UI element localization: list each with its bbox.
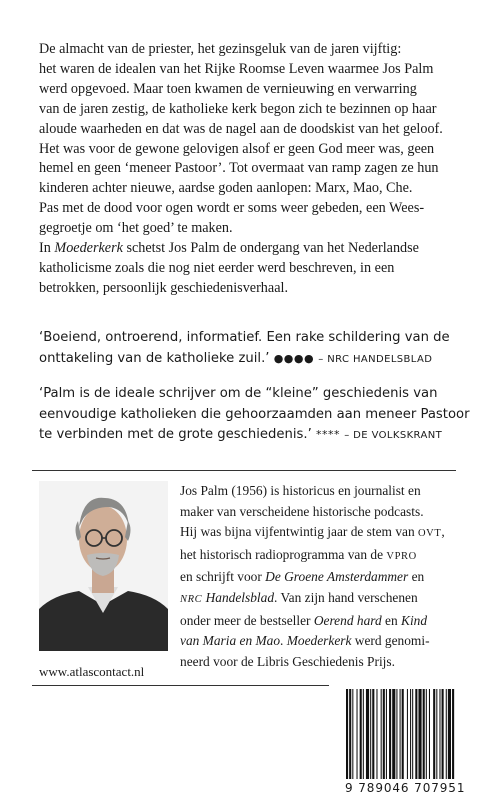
bio-text: en xyxy=(381,612,402,628)
book-title: van Maria en Mao xyxy=(180,633,281,649)
bio-line xyxy=(180,545,470,568)
bio-line: neerd voor de Libris Geschiedenis Prijs. xyxy=(180,653,395,669)
bio-line xyxy=(180,588,470,611)
blurb-text: schetst Jos Palm de ondergang van het Nederlandse xyxy=(122,240,419,257)
quote-text: onttakeling van de katholieke zuil.’ xyxy=(39,350,270,366)
quote-source: – DE VOLKSKRANT xyxy=(344,430,443,441)
publisher-website[interactable]: www.atlascontact.nl xyxy=(39,664,145,679)
author-photo xyxy=(39,481,168,651)
bio-text: het historisch radioprogramma van de xyxy=(180,546,387,562)
bio-text: werd genomi- xyxy=(351,633,430,649)
quote-line: ‘Palm is de ideale schrijver om de “kleine” geschiedenis van xyxy=(39,386,438,401)
book-title: Kind xyxy=(401,612,428,628)
bio-smallcaps: NRC xyxy=(180,593,203,605)
quote-text: te verbinden met de grote geschiedenis.’ xyxy=(39,427,312,442)
quote-line: ‘Boeiend, ontroerend, informatief. Een rake schildering van de xyxy=(39,330,450,345)
bio-text: en xyxy=(408,569,425,585)
quote-line: eenvoudige katholieken die gehoorzaamden aan meneer Pastoor xyxy=(39,406,470,422)
quote-source: – NRC HANDELSBLAD xyxy=(318,353,433,365)
bio-line: maker van verscheidene historische podcasts. xyxy=(180,503,424,519)
bio-text: . xyxy=(280,633,287,649)
blurb-line: werd opgevoed. Maar toen kwamen de vernieuwing en verwarring xyxy=(39,80,417,97)
divider xyxy=(32,685,329,686)
blurb-line: van de jaren zestig, de katholieke kerk begon zich te bezinnen op haar xyxy=(39,100,437,117)
back-cover-blurb xyxy=(39,40,459,299)
rating-stars: **** xyxy=(316,428,340,441)
publication-title: Handelsblad xyxy=(202,589,275,605)
blurb-line: katholicisme zoals die nog niet eerder werd beschreven, in een xyxy=(39,259,395,276)
blurb-line: De almacht van de priester, het gezinsgeluk van de jaren vijftig: xyxy=(39,41,402,57)
bio-line xyxy=(180,522,470,545)
blurb-line: aloude waarheden en dat was de nagel aan de doodskist van het geloof. xyxy=(39,120,443,137)
divider xyxy=(32,470,456,471)
review-quote-volkskrant xyxy=(39,384,469,447)
quote-line xyxy=(39,425,469,447)
isbn-number: 9 789046 707951 xyxy=(345,781,466,795)
bio-text: , xyxy=(441,524,445,540)
review-quote-nrc xyxy=(39,328,469,370)
bio-text: Hij was bijna vijfentwintig jaar de stem van xyxy=(180,524,418,540)
rating-stars: ●●●● xyxy=(273,351,315,365)
bio-text: . Van zijn hand verschenen xyxy=(274,589,418,605)
blurb-line: gegroetje om ‘het goed’ te maken. xyxy=(39,220,233,237)
author-portrait-image xyxy=(39,481,168,651)
blurb-line: Pas met de dood voor ogen wordt er soms weer gebeden, een Wees- xyxy=(39,200,425,217)
author-bio xyxy=(180,481,470,672)
book-title: Moederkerk xyxy=(54,240,123,257)
book-title: Moederkerk xyxy=(286,633,352,649)
blurb-line xyxy=(39,239,459,259)
bio-smallcaps: VPRO xyxy=(386,550,417,562)
blurb-line: kinderen achter nieuwe, aardse goden aanlopen: Marx, Mao, Che. xyxy=(39,180,413,197)
bio-smallcaps: OVT xyxy=(418,528,442,540)
barcode-icon xyxy=(342,685,482,781)
isbn-barcode xyxy=(342,685,482,795)
bio-line xyxy=(180,631,470,652)
quote-line xyxy=(39,349,469,371)
blurb-text: In xyxy=(39,240,55,257)
bio-line xyxy=(180,567,470,588)
book-title: Oerend hard xyxy=(313,612,382,628)
bio-line xyxy=(180,611,470,632)
publication-title: De Groene Amsterdammer xyxy=(265,569,409,585)
bio-text: onder meer de bestseller xyxy=(180,612,314,628)
blurb-line: betrokken, persoonlijk geschiedenisverhaal. xyxy=(39,279,288,296)
bio-text: en schrijft voor xyxy=(180,569,266,585)
blurb-line: Het was voor de gewone gelovigen alsof er geen God meer was, geen xyxy=(39,140,435,157)
blurb-line: het waren de idealen van het Rijke Roomse Leven waarmee Jos Palm xyxy=(39,60,434,77)
blurb-line: hemel en geen ‘meneer Pastoor’. Tot overmaat van ramp zagen ze hun xyxy=(39,160,439,177)
bio-line: Jos Palm (1956) is historicus en journalist en xyxy=(180,483,421,498)
